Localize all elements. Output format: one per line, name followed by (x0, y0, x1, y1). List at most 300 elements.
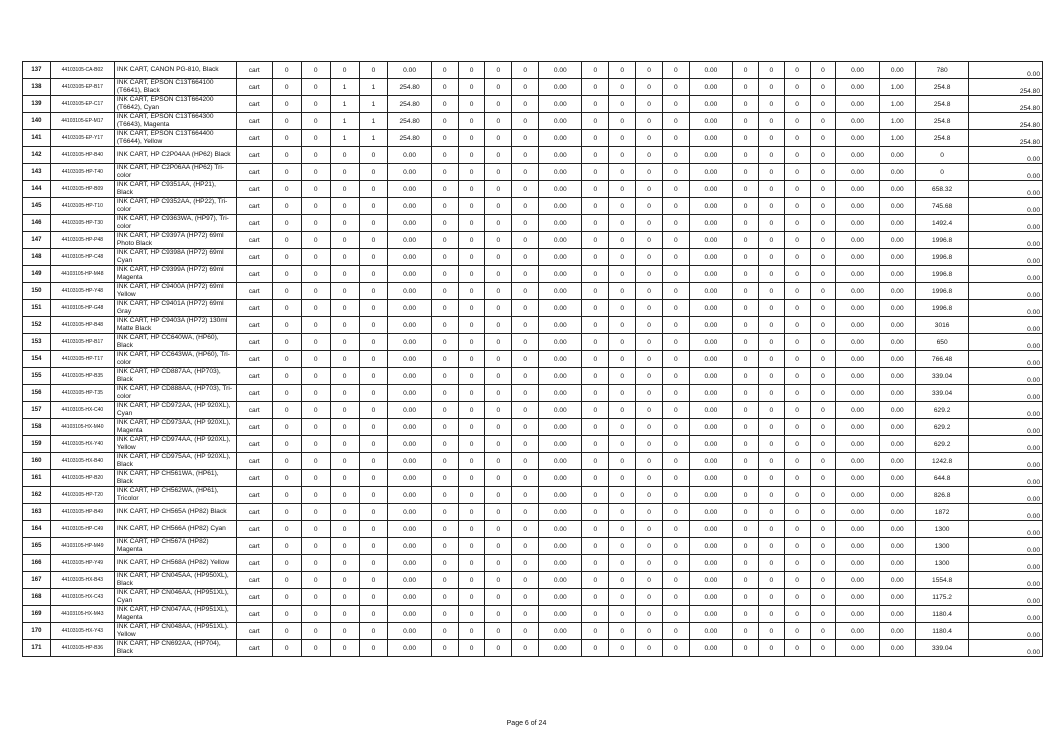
item-description-cell: INK CART, HP CH562WA, (HP61), Tricolor (114, 487, 236, 504)
value-cell: 0.00 (879, 453, 915, 470)
item-code-cell: 44103105-EP-Y17 (50, 130, 114, 147)
item-code-cell: 44103105-HP-T40 (50, 164, 114, 181)
value-cell: 0 (272, 419, 301, 436)
value-cell: 254.8 (915, 79, 969, 96)
value-cell: 0 (485, 62, 512, 79)
value-cell: 0.00 (879, 402, 915, 419)
table-row (23, 504, 1043, 521)
value-cell: 0 (636, 96, 663, 113)
item-description-cell: INK CART, EPSON C13T664400 (T6644), Yellow (114, 130, 236, 147)
value-cell: 0 (431, 470, 458, 487)
value-cell: 0 (758, 555, 784, 572)
value-cell: 0.00 (539, 538, 582, 555)
value-cell: 0 (485, 198, 512, 215)
value-cell: 0 (636, 232, 663, 249)
value-cell: 0.00 (836, 300, 879, 317)
item-code-cell: 44103105-HP-T10 (50, 198, 114, 215)
value-cell: 0.00 (836, 368, 879, 385)
value-cell: 0 (784, 487, 810, 504)
value-cell: 650 (915, 334, 969, 351)
item-code-cell: 44103105-HP-C49 (50, 521, 114, 538)
row-number-cell: 146 (23, 215, 51, 232)
value-cell: 0.00 (689, 589, 732, 606)
row-number-cell: 160 (23, 453, 51, 470)
value-cell: 0 (609, 385, 636, 402)
value-cell: 0 (810, 402, 836, 419)
value-cell: 0.00 (539, 334, 582, 351)
value-cell: 0 (272, 181, 301, 198)
item-description-cell: INK CART, CANON PG-810, Black (114, 62, 236, 79)
table-row (23, 555, 1043, 572)
value-cell: 0 (458, 62, 485, 79)
value-cell: 0.00 (388, 300, 431, 317)
unit-cell: cart (236, 164, 272, 181)
value-cell: 0.00 (539, 96, 582, 113)
value-cell: 0.00 (388, 606, 431, 623)
value-cell: 0 (458, 487, 485, 504)
value-cell: 0 (733, 215, 759, 232)
table-row (23, 215, 1043, 232)
value-cell: 0.00 (689, 130, 732, 147)
value-cell: 0 (485, 589, 512, 606)
value-cell: 0 (609, 300, 636, 317)
value-cell: 0 (784, 181, 810, 198)
value-cell: 0 (512, 351, 539, 368)
value-cell: 1.00 (879, 130, 915, 147)
value-cell: 0 (784, 504, 810, 521)
value-cell: 0.00 (879, 623, 915, 640)
value-cell: 0 (609, 232, 636, 249)
value-cell: 0 (431, 351, 458, 368)
value-cell: 0 (301, 113, 330, 130)
value-cell: 0.00 (539, 147, 582, 164)
value-cell: 0 (636, 504, 663, 521)
value-cell: 0 (272, 62, 301, 79)
value-cell: 0.00 (969, 147, 1043, 164)
value-cell: 0 (609, 606, 636, 623)
value-cell: 0.00 (689, 62, 732, 79)
value-cell: 0 (784, 79, 810, 96)
value-cell: 0 (784, 419, 810, 436)
value-cell: 0.00 (836, 198, 879, 215)
value-cell: 0 (330, 419, 359, 436)
value-cell: 0.00 (969, 215, 1043, 232)
value-cell: 0 (485, 453, 512, 470)
value-cell: 0.00 (969, 521, 1043, 538)
value-cell: 0 (582, 215, 609, 232)
unit-cell: cart (236, 555, 272, 572)
value-cell: 0 (512, 368, 539, 385)
value-cell: 0.00 (539, 504, 582, 521)
value-cell: 0.00 (388, 589, 431, 606)
value-cell: 0 (582, 606, 609, 623)
value-cell: 0 (609, 572, 636, 589)
value-cell: 339.04 (915, 368, 969, 385)
item-code-cell: 44103105-HP-C48 (50, 249, 114, 266)
unit-cell: cart (236, 147, 272, 164)
value-cell: 0 (359, 504, 388, 521)
row-number-cell: 165 (23, 538, 51, 555)
value-cell: 0 (636, 62, 663, 79)
value-cell: 0 (512, 181, 539, 198)
value-cell: 0.00 (969, 436, 1043, 453)
value-cell: 0 (330, 368, 359, 385)
value-cell: 0.00 (836, 623, 879, 640)
value-cell: 1242.8 (915, 453, 969, 470)
value-cell: 0 (512, 419, 539, 436)
value-cell: 0 (272, 79, 301, 96)
value-cell: 0.00 (836, 521, 879, 538)
value-cell: 0 (485, 351, 512, 368)
value-cell: 0 (758, 385, 784, 402)
item-code-cell: 44103105-HX-Y40 (50, 436, 114, 453)
value-cell: 0.00 (969, 198, 1043, 215)
value-cell: 0 (662, 317, 689, 334)
row-number-cell: 163 (23, 504, 51, 521)
value-cell: 0.00 (689, 623, 732, 640)
unit-cell: cart (236, 504, 272, 521)
value-cell: 0 (301, 555, 330, 572)
value-cell: 0.00 (388, 521, 431, 538)
item-description-cell: INK CART, HP C9397A (HP72) 69ml Photo Black (114, 232, 236, 249)
value-cell: 0 (458, 368, 485, 385)
value-cell: 0 (512, 385, 539, 402)
value-cell: 0.00 (836, 555, 879, 572)
value-cell: 0 (582, 623, 609, 640)
value-cell: 0 (359, 521, 388, 538)
table-row (23, 198, 1043, 215)
value-cell: 0 (810, 96, 836, 113)
value-cell: 1300 (915, 555, 969, 572)
value-cell: 0.00 (836, 572, 879, 589)
row-number-cell: 161 (23, 470, 51, 487)
value-cell: 0 (330, 317, 359, 334)
value-cell: 0 (301, 300, 330, 317)
value-cell: 0 (662, 606, 689, 623)
value-cell: 0 (662, 589, 689, 606)
row-number-cell: 144 (23, 181, 51, 198)
value-cell: 0 (485, 249, 512, 266)
value-cell: 0 (272, 487, 301, 504)
value-cell: 0 (758, 470, 784, 487)
item-code-cell: 44103105-HP-B40 (50, 147, 114, 164)
item-description-cell: INK CART, HP CD975AA, (HP 920XL), Black (114, 453, 236, 470)
value-cell: 0 (662, 283, 689, 300)
value-cell: 0 (431, 402, 458, 419)
item-description-cell: INK CART, HP CN692AA, (HP704), Black (114, 640, 236, 657)
value-cell: 1 (359, 113, 388, 130)
row-number-cell: 143 (23, 164, 51, 181)
value-cell: 0.00 (539, 249, 582, 266)
value-cell: 0 (272, 147, 301, 164)
value-cell: 0 (784, 164, 810, 181)
value-cell: 0 (582, 198, 609, 215)
value-cell: 0.00 (879, 368, 915, 385)
value-cell: 0 (301, 419, 330, 436)
value-cell: 0 (301, 368, 330, 385)
value-cell: 0 (733, 164, 759, 181)
value-cell: 0.00 (879, 215, 915, 232)
value-cell: 1 (330, 130, 359, 147)
value-cell: 0 (512, 640, 539, 657)
value-cell: 0 (733, 147, 759, 164)
value-cell: 0 (431, 96, 458, 113)
value-cell: 0.00 (879, 181, 915, 198)
value-cell: 0 (582, 317, 609, 334)
value-cell: 0 (458, 453, 485, 470)
value-cell: 0 (609, 402, 636, 419)
value-cell: 0 (485, 436, 512, 453)
value-cell: 0 (609, 147, 636, 164)
value-cell: 0 (636, 487, 663, 504)
value-cell: 0.00 (879, 232, 915, 249)
value-cell: 0.00 (969, 351, 1043, 368)
value-cell: 1996.8 (915, 283, 969, 300)
value-cell: 0 (458, 504, 485, 521)
value-cell: 1554.8 (915, 572, 969, 589)
value-cell: 0.00 (539, 572, 582, 589)
unit-cell: cart (236, 385, 272, 402)
item-code-cell: 44103105-HX-Y43 (50, 623, 114, 640)
value-cell: 0 (810, 300, 836, 317)
value-cell: 0 (784, 351, 810, 368)
value-cell: 0 (784, 368, 810, 385)
value-cell: 0 (301, 521, 330, 538)
value-cell: 0 (485, 606, 512, 623)
value-cell: 0 (662, 62, 689, 79)
value-cell: 0 (636, 555, 663, 572)
value-cell: 0 (431, 130, 458, 147)
value-cell: 0.00 (539, 113, 582, 130)
value-cell: 0 (636, 249, 663, 266)
item-description-cell: INK CART, HP C2P06AA (HP62) Tri-color (114, 164, 236, 181)
value-cell: 0 (431, 368, 458, 385)
value-cell: 339.04 (915, 640, 969, 657)
value-cell: 0 (582, 113, 609, 130)
table-row (23, 572, 1043, 589)
value-cell: 0.00 (539, 419, 582, 436)
value-cell: 0 (301, 385, 330, 402)
value-cell: 0 (272, 266, 301, 283)
value-cell: 0 (609, 249, 636, 266)
value-cell: 0 (512, 589, 539, 606)
value-cell: 0.00 (969, 266, 1043, 283)
value-cell: 0 (784, 62, 810, 79)
item-description-cell: INK CART, HP CH561WA, (HP61), Black (114, 470, 236, 487)
value-cell: 0 (458, 555, 485, 572)
value-cell: 0 (458, 470, 485, 487)
value-cell: 0 (582, 232, 609, 249)
value-cell: 0.00 (388, 572, 431, 589)
unit-cell: cart (236, 283, 272, 300)
value-cell: 0 (662, 198, 689, 215)
value-cell: 0 (330, 385, 359, 402)
value-cell: 0 (636, 436, 663, 453)
value-cell: 0 (758, 232, 784, 249)
unit-cell: cart (236, 419, 272, 436)
value-cell: 0.00 (689, 164, 732, 181)
value-cell: 0 (330, 215, 359, 232)
item-code-cell: 44103105-CA-B02 (50, 62, 114, 79)
value-cell: 0 (810, 368, 836, 385)
value-cell: 0 (810, 215, 836, 232)
value-cell: 0 (758, 198, 784, 215)
value-cell: 0 (485, 487, 512, 504)
value-cell: 0 (784, 606, 810, 623)
value-cell: 0 (636, 623, 663, 640)
value-cell: 1996.8 (915, 249, 969, 266)
value-cell: 0 (458, 402, 485, 419)
value-cell: 0 (512, 164, 539, 181)
value-cell: 0.00 (969, 402, 1043, 419)
value-cell: 0 (359, 62, 388, 79)
value-cell: 0 (330, 555, 359, 572)
value-cell: 0 (301, 572, 330, 589)
value-cell: 0 (458, 130, 485, 147)
value-cell: 0.00 (969, 368, 1043, 385)
value-cell: 0 (431, 385, 458, 402)
value-cell: 0 (733, 96, 759, 113)
value-cell: 0.00 (689, 283, 732, 300)
value-cell: 0 (512, 453, 539, 470)
item-code-cell: 44103105-HP-B17 (50, 334, 114, 351)
value-cell: 0 (636, 589, 663, 606)
value-cell: 0.00 (689, 368, 732, 385)
value-cell: 629.2 (915, 402, 969, 419)
value-cell: 0 (431, 521, 458, 538)
value-cell: 0 (272, 555, 301, 572)
value-cell: 0 (458, 249, 485, 266)
value-cell: 0 (330, 640, 359, 657)
value-cell: 0.00 (689, 470, 732, 487)
value-cell: 0.00 (836, 232, 879, 249)
value-cell: 0 (582, 96, 609, 113)
value-cell: 1 (359, 79, 388, 96)
value-cell: 0 (301, 283, 330, 300)
value-cell: 0 (359, 555, 388, 572)
row-number-cell: 141 (23, 130, 51, 147)
value-cell: 0 (431, 623, 458, 640)
unit-cell: cart (236, 334, 272, 351)
value-cell: 0 (636, 164, 663, 181)
value-cell: 0 (636, 198, 663, 215)
value-cell: 0 (582, 62, 609, 79)
table-row (23, 538, 1043, 555)
unit-cell: cart (236, 538, 272, 555)
value-cell: 0.00 (969, 300, 1043, 317)
value-cell: 0 (609, 181, 636, 198)
value-cell: 0 (662, 113, 689, 130)
value-cell: 0 (582, 504, 609, 521)
value-cell: 0 (431, 164, 458, 181)
value-cell: 0.00 (879, 589, 915, 606)
value-cell: 0 (758, 130, 784, 147)
value-cell: 0.00 (539, 198, 582, 215)
value-cell: 0 (431, 232, 458, 249)
value-cell: 1 (330, 79, 359, 96)
value-cell: 1 (330, 113, 359, 130)
row-number-cell: 153 (23, 334, 51, 351)
value-cell: 0.00 (836, 487, 879, 504)
value-cell: 0 (512, 317, 539, 334)
item-description-cell: INK CART, HP CD974AA, (HP 920XL), Yellow (114, 436, 236, 453)
value-cell: 0 (359, 317, 388, 334)
value-cell: 0 (609, 555, 636, 572)
value-cell: 0 (915, 147, 969, 164)
value-cell: 0 (431, 300, 458, 317)
value-cell: 0 (609, 470, 636, 487)
value-cell: 0 (662, 436, 689, 453)
value-cell: 0 (301, 623, 330, 640)
unit-cell: cart (236, 113, 272, 130)
value-cell: 0 (330, 453, 359, 470)
value-cell: 0 (609, 266, 636, 283)
value-cell: 0.00 (836, 96, 879, 113)
value-cell: 0 (784, 572, 810, 589)
row-number-cell: 137 (23, 62, 51, 79)
value-cell: 0 (636, 368, 663, 385)
value-cell: 0 (431, 436, 458, 453)
value-cell: 0 (512, 521, 539, 538)
value-cell: 0.00 (836, 164, 879, 181)
value-cell: 0 (512, 470, 539, 487)
value-cell: 0.00 (879, 640, 915, 657)
value-cell: 0.00 (388, 385, 431, 402)
value-cell: 0.00 (836, 62, 879, 79)
value-cell: 0 (810, 62, 836, 79)
value-cell: 0.00 (689, 504, 732, 521)
value-cell: 0.00 (836, 436, 879, 453)
item-code-cell: 44103105-HP-B48 (50, 317, 114, 334)
value-cell: 0 (512, 130, 539, 147)
value-cell: 0 (272, 470, 301, 487)
value-cell: 0 (512, 504, 539, 521)
value-cell: 0 (582, 130, 609, 147)
value-cell: 0 (431, 215, 458, 232)
value-cell: 0.00 (879, 538, 915, 555)
row-number-cell: 142 (23, 147, 51, 164)
item-code-cell: 44103105-HP-T35 (50, 385, 114, 402)
item-code-cell: 44103105-HP-T30 (50, 215, 114, 232)
value-cell: 0 (485, 96, 512, 113)
value-cell: 629.2 (915, 436, 969, 453)
value-cell: 0.00 (689, 419, 732, 436)
value-cell: 0 (359, 470, 388, 487)
value-cell: 0.00 (689, 487, 732, 504)
item-description-cell: INK CART, HP CC643WA, (HP60), Tri-color (114, 351, 236, 368)
value-cell: 0 (733, 453, 759, 470)
value-cell: 0 (662, 640, 689, 657)
value-cell: 0 (458, 572, 485, 589)
unit-cell: cart (236, 79, 272, 96)
row-number-cell: 164 (23, 521, 51, 538)
value-cell: 0 (810, 589, 836, 606)
value-cell: 0 (359, 351, 388, 368)
value-cell: 0 (431, 555, 458, 572)
value-cell: 0.00 (539, 164, 582, 181)
value-cell: 0 (784, 96, 810, 113)
value-cell: 0 (582, 521, 609, 538)
value-cell: 0 (609, 283, 636, 300)
table-row (23, 79, 1043, 96)
value-cell: 0.00 (689, 181, 732, 198)
table-row (23, 62, 1043, 79)
value-cell: 0 (758, 402, 784, 419)
value-cell: 1300 (915, 521, 969, 538)
value-cell: 0 (733, 521, 759, 538)
value-cell: 0 (582, 181, 609, 198)
value-cell: 0 (330, 232, 359, 249)
